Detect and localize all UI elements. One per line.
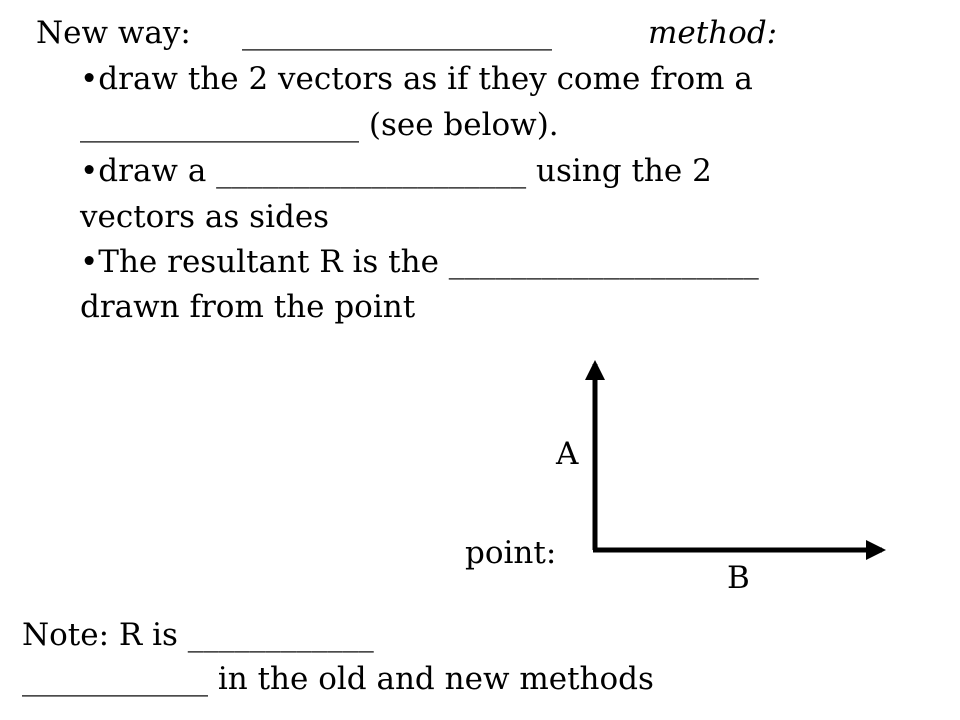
header-method-word: method: [648,15,778,51]
bullet-2-line-1: •draw a ____________________ using the 2 [80,153,712,189]
bullet-3-line-1: •The resultant R is the ____________________ [80,244,759,280]
vector-a-label: A [556,436,579,472]
note-line-1: Note: R is ____________ [22,617,374,653]
bullet-2-line-2: vectors as sides [80,199,330,235]
header-blank: ____________________ [242,15,552,51]
header-prefix: New way: [36,15,191,51]
bullet-1-line-2: __________________ (see below). [80,107,559,143]
bullet-1-line-1: •draw the 2 vectors as if they come from a [80,61,753,97]
vector-b-label: B [727,560,750,596]
note-line-2: ____________ in the old and new methods [22,661,654,697]
bullet-3-line-2: drawn from the point [80,289,416,325]
point-label: point: [465,535,557,571]
